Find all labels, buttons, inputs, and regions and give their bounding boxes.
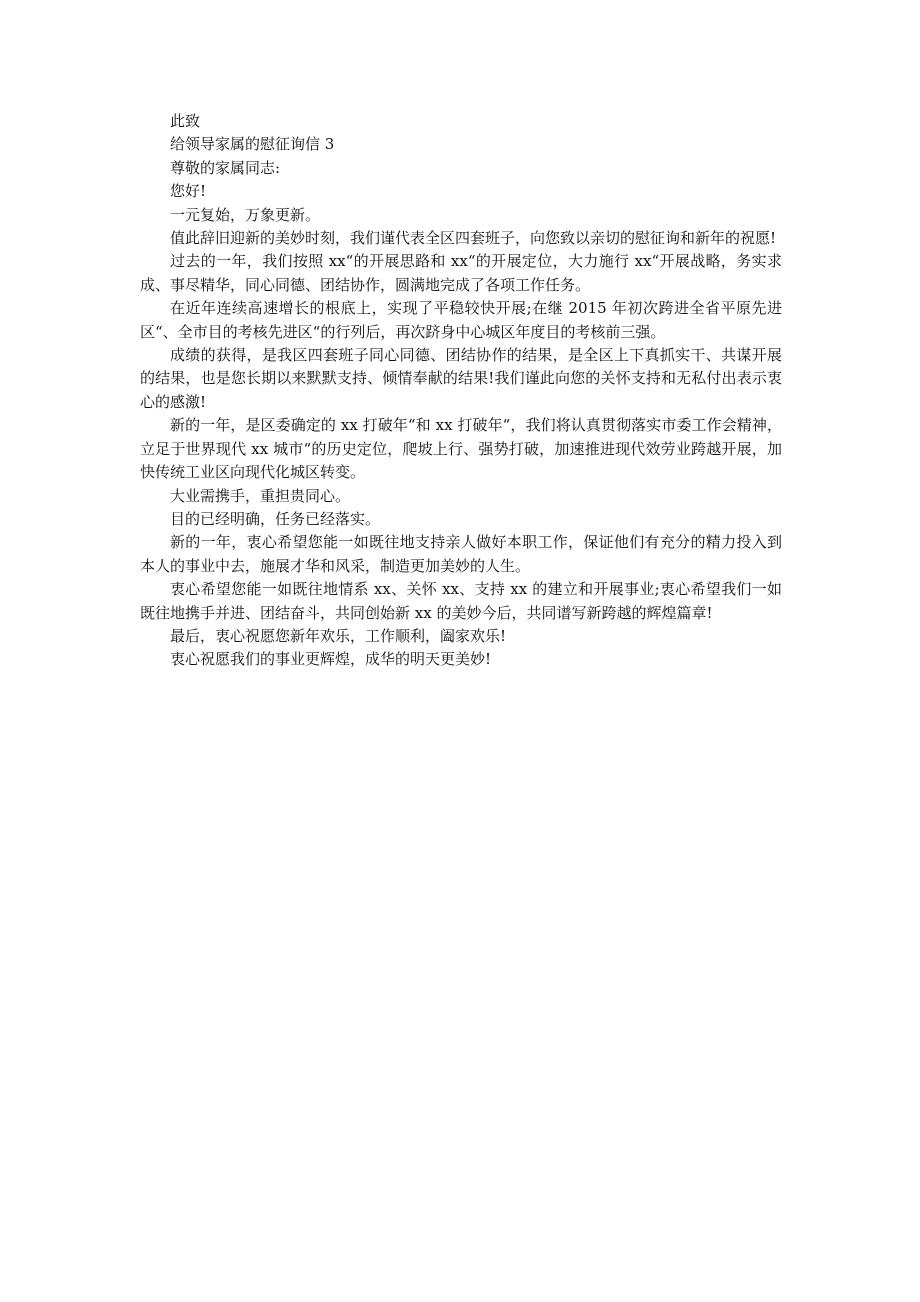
paragraph: 值此辞旧迎新的美妙时刻，我们谨代表全区四套班子，向您致以亲切的慰征询和新年的祝愿!: [170, 229, 777, 248]
paragraph: 衷心希望您能一如既往地情系 xx、关怀 xx、支持 xx 的建立和开展事业;衷心希望我们一如既往地携手并进、团结奋斗，共同创始新 xx 的美妙今后，共同谱写新跨越的辉煌篇章!: [140, 580, 782, 622]
paragraph: 大业需携手，重担贵同心。: [170, 486, 351, 505]
paragraph: 一元复始，万象更新。: [170, 205, 321, 224]
paragraph: 新的一年，衷心希望您能一如既往地支持亲人做好本职工作，保证他们有充分的精力投入到本人的事业中去，施展才华和风采，制造更加美妙的人生。: [140, 533, 782, 575]
paragraph: 新的一年，是区委确定的 xx 打破年“和 xx 打破年“，我们将认真贯彻落实市委工作会精神，立足于世界现代 xx 城市“的历史定位，爬坡上行、强势打破，加速推进现代效劳业跨越开展，加快传统工业区向现代化城区转变。: [140, 416, 782, 482]
paragraph-greeting: 您好!: [170, 182, 207, 201]
paragraph: 最后，衷心祝愿您新年欢乐，工作顺利，阖家欢乐!: [170, 626, 507, 645]
paragraph-title: 给领导家属的慰征询信 3: [170, 135, 335, 154]
paragraph: 目的已经明确，任务已经落实。: [170, 509, 381, 528]
paragraph: 在近年连续高速增长的根底上，实现了平稳较快开展;在继 2015 年初次跨进全省平原先进区“、全市目的考核先进区“的行列后，再次跻身中心城区年度目的考核前三强。: [140, 299, 782, 341]
paragraph-salutation: 尊敬的家属同志:: [170, 158, 281, 177]
paragraph: 成绩的获得，是我区四套班子同心同德、团结协作的结果，是全区上下真抓实干、共谋开展的结果，也是您长期以来默默支持、倾情奉献的结果!我们谨此向您的关怀支持和无私付出表示衷心的感激!: [140, 346, 782, 411]
paragraph: 衷心祝愿我们的事业更辉煌，成华的明天更美妙!: [170, 650, 492, 669]
letter-body: [140, 110, 782, 672]
paragraph: 过去的一年，我们按照 xx“的开展思路和 xx“的开展定位，大力施行 xx“开展战略，务实求成、事尽精华，同心同德、团结协作，圆满地完成了各项工作任务。: [140, 252, 782, 294]
paragraph-closing: 此致: [170, 112, 201, 130]
